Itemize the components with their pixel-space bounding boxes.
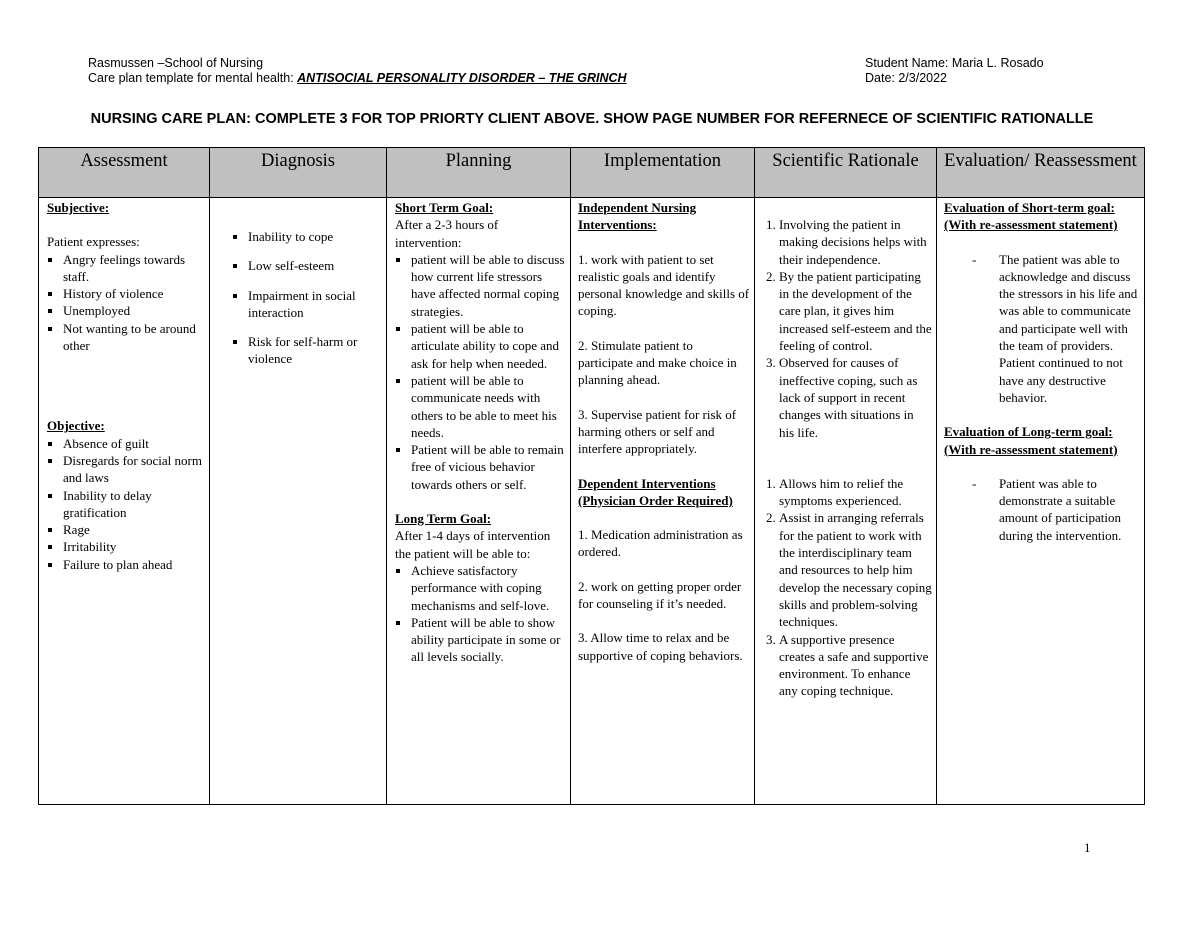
column-header-assessment: Assessment [39,148,210,198]
diagnosis-list [218,228,382,368]
diagnosis-cell [210,198,387,805]
short-term-reassessment-label: (With re-assessment statement) [944,217,1118,233]
column-header-rationale: Scientific Rationale [755,148,937,198]
table-header-row [39,148,1145,198]
list-item: 1. Involving the patient in making decisions helps with their independence. [779,216,932,268]
document-header-right [865,56,1044,85]
school-name: Rasmussen –School of Nursing [88,56,264,70]
table-body-row [39,198,1145,805]
short-term-evaluation-list [944,251,1140,407]
template-line [88,71,627,86]
date: Date: 2/3/2022 [865,70,948,85]
list-item: 2. Stimulate patient to participate and make choice in planning ahead. [578,337,737,388]
list-item: ▪ Disregards for social norm and laws [63,452,205,487]
long-term-reassessment-label: (With re-assessment statement) [944,441,1118,457]
list-item: ▪ Inability to delay gratification [63,487,205,522]
template-topic: ANTISOCIAL PERSONALITY DISORDER – THE GRINCH [297,70,627,85]
long-term-goal-heading: Long Term Goal: [395,511,492,527]
list-item: ▪ Inability to cope [248,228,382,245]
rationale-list-1 [761,216,932,441]
dependent-interventions-heading: Dependent Interventions (Physician Order Required) [578,475,733,508]
list-item: - Patient was able to demonstrate a suitable amount of participation during the intervention. [999,475,1140,544]
long-term-goal-intro: After 1-4 days of intervention the patient will be able to: [395,528,551,561]
list-item: ▪ Unemployed [63,302,205,319]
objective-list [47,435,205,573]
long-term-evaluation-heading: Evaluation of Long-term goal: [944,424,1113,440]
planning-cell [387,198,571,805]
assessment-cell [39,198,210,805]
list-item: ▪ History of violence [63,285,205,302]
rationale-list-2 [761,475,932,700]
subjective-intro: Patient expresses: [47,234,140,250]
list-item: 3. Allow time to relax and be supportive of coping behaviors. [578,630,743,663]
list-item: 2. Assist in arranging referrals for the patient to work with the interdisciplinary team and resources to help him develop the necessary coping skills and problem-solving techniques. [779,509,932,630]
list-item: ▪ Patient will be able to remain free of vicious behavior towards others or self. [411,441,566,493]
list-item: ▪ patient will be able to articulate ability to cope and ask for help when needed. [411,320,566,372]
list-item: ▪ Failure to plan ahead [63,556,205,573]
list-item: ▪ patient will be able to discuss how current life stressors have affected normal coping strategies. [411,251,566,320]
list-item: ▪ Impairment in social interaction [248,287,382,322]
list-item: ▪ Rage [63,521,205,538]
list-item: ▪ Low self-esteem [248,257,382,274]
list-item: 2. By the patient participating in the development of the care plan, it gives him increased self-esteem and the feeling of control. [779,268,932,354]
page-title: NURSING CARE PLAN: COMPLETE 3 FOR TOP PRIORTY CLIENT ABOVE. SHOW PAGE NUMBER FOR REFERNECE OF SCIENTIFIC RATIONALLE [90,111,1094,127]
short-term-goal-intro: After a 2-3 hours of intervention: [395,217,499,250]
short-term-goal-list [395,251,566,493]
objective-heading: Objective: [47,418,105,434]
list-item: 1. Medication administration as ordered. [578,527,743,560]
list-item: ▪ Irritability [63,538,205,555]
list-item: ▪ patient will be able to communicate needs with others to be able to meet his needs. [411,372,566,441]
evaluation-cell [937,198,1145,805]
implementation-cell [571,198,755,805]
list-item: ▪ Patient will be able to show ability participate in some or all levels socially. [411,614,566,666]
short-term-evaluation-heading: Evaluation of Short-term goal: [944,200,1115,215]
list-item: ▪ Not wanting to be around other [63,320,205,355]
list-item: 3. A supportive presence creates a safe and supportive environment. To enhance any coping technique. [779,631,932,700]
list-item: 3. Observed for causes of ineffective coping, such as lack of support in recent changes with situations in his life. [779,354,932,440]
column-header-diagnosis: Diagnosis [210,148,387,198]
list-item: - The patient was able to acknowledge and discuss the stressors in his life and was able to communicate and participate well with the team of providers. Patient continued to not have any destructive behavior. [999,251,1140,407]
rationale-cell [755,198,937,805]
document-header-left [88,56,627,85]
page-number: 1 [1084,840,1091,855]
list-item: 3. Supervise patient for risk of harming others or self and interfere appropriately. [578,406,737,457]
care-plan-table [38,147,1145,805]
subjective-heading: Subjective: [47,200,110,215]
column-header-planning: Planning [387,148,571,198]
short-term-goal-heading: Short Term Goal: [395,200,494,215]
list-item: 2. work on getting proper order for counseling if it’s needed. [578,578,742,612]
list-item: 1. Allows him to relief the symptoms experienced. [779,475,932,510]
list-item: ▪ Angry feelings towards staff. [63,251,205,286]
column-header-evaluation: Evaluation/ Reassessment [937,148,1145,198]
template-label: Care plan template for mental health: [88,70,294,85]
list-item: ▪ Absence of guilt [63,435,205,452]
subjective-list [47,251,205,355]
list-item: 1. work with patient to set realistic goals and identify personal knowledge and skills of coping. [578,251,750,319]
column-header-implementation: Implementation [571,148,755,198]
independent-interventions-heading: Independent Nursing Interventions: [578,200,697,233]
list-item: ▪ Risk for self-harm or violence [248,333,382,368]
long-term-evaluation-list [944,475,1140,544]
student-name: Student Name: Maria L. Rosado [865,56,1044,70]
list-item: ▪ Achieve satisfactory performance with coping mechanisms and self-love. [411,562,566,614]
long-term-goal-list [395,562,566,666]
